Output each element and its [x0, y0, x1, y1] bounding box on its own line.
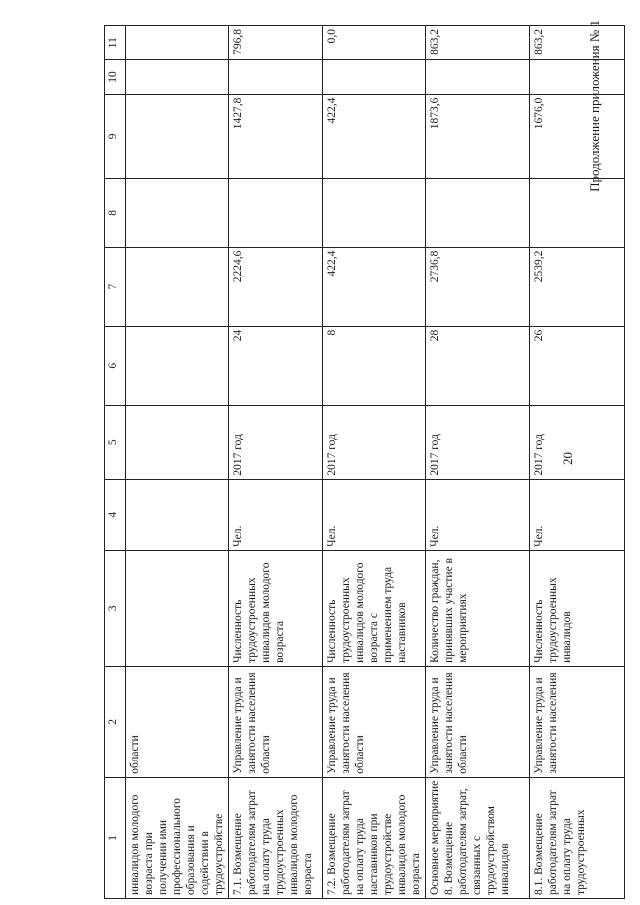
period-cell	[126, 405, 229, 479]
quantity-cell: 24	[229, 326, 323, 405]
table-row	[530, 26, 625, 899]
value-cell: 0,0	[323, 26, 426, 60]
value-cell	[530, 179, 625, 248]
executor-cell: Управление труда и занятости населения	[530, 666, 625, 777]
executor-cell: Управление труда и занятости населения области	[323, 666, 426, 777]
column-header: 10	[105, 60, 126, 94]
quantity-cell: 8	[323, 326, 426, 405]
appendix-label: Продолжение приложения № 1	[587, 20, 602, 192]
unit-cell: Чел.	[323, 479, 426, 550]
total-cell: 2736,8	[426, 247, 530, 326]
period-cell: 2017 год	[426, 405, 530, 479]
unit-cell: Чел.	[530, 479, 625, 550]
header-row	[105, 26, 126, 899]
event-name-cell: 7.2. Возмещение работодателям затрат на оплату труда наставников при трудоустройстве инвалидов молодого возраста	[323, 777, 426, 898]
event-name-cell: 7.1. Возмещение работодателям затрат на оплату труда трудоустроенных инвалидов молодого возраста	[229, 777, 323, 898]
value-cell: 863,2	[530, 26, 625, 60]
value-cell	[126, 94, 229, 178]
column-header: 2	[105, 666, 126, 777]
table-row	[229, 26, 323, 899]
column-header: 11	[105, 26, 126, 60]
total-cell: 2224,6	[229, 247, 323, 326]
page-number: 20	[560, 452, 575, 465]
executor-cell: Управление труда и занятости населения области	[229, 666, 323, 777]
unit-cell: Чел.	[229, 479, 323, 550]
period-cell: 2017 год	[229, 405, 323, 479]
table-row	[323, 26, 426, 899]
quantity-cell	[126, 326, 229, 405]
program-table	[104, 25, 625, 899]
unit-cell	[126, 479, 229, 550]
value-cell: 1873,6	[426, 94, 530, 178]
column-header: 1	[105, 777, 126, 898]
column-header: 8	[105, 179, 126, 248]
indicator-cell: Численность трудоустроенных инвалидов	[530, 550, 625, 666]
indicator-cell	[126, 550, 229, 666]
value-cell: 1427,8	[229, 94, 323, 178]
unit-cell: Чел.	[426, 479, 530, 550]
period-cell: 2017 год	[323, 405, 426, 479]
value-cell: 796,8	[229, 26, 323, 60]
event-name-cell: 8.1. Возмещение работодателям затрат на оплату труда трудоустроенных	[530, 777, 625, 898]
column-header: 3	[105, 550, 126, 666]
executor-cell: области	[126, 666, 229, 777]
value-cell	[426, 60, 530, 94]
value-cell	[126, 60, 229, 94]
value-cell	[126, 179, 229, 248]
event-name-cell: Основное мероприятие 8. Возмещение работодателям затрат, связанных с трудоустройством инвалидов	[426, 777, 530, 898]
value-cell	[229, 60, 323, 94]
column-header: 6	[105, 326, 126, 405]
value-cell	[426, 179, 530, 248]
value-cell	[323, 179, 426, 248]
value-cell	[530, 60, 625, 94]
column-header: 7	[105, 247, 126, 326]
value-cell: 1676,0	[530, 94, 625, 178]
value-cell: 863,2	[426, 26, 530, 60]
total-cell: 422,4	[323, 247, 426, 326]
table-row	[126, 26, 229, 899]
value-cell	[229, 179, 323, 248]
column-header: 5	[105, 405, 126, 479]
executor-cell: Управление труда и занятости населения области	[426, 666, 530, 777]
total-cell: 2539,2	[530, 247, 625, 326]
indicator-cell: Численность трудоустроенных инвалидов молодого возраста	[229, 550, 323, 666]
indicator-cell: Численность трудоустроенных инвалидов молодого возраста с применением труда наставников	[323, 550, 426, 666]
quantity-cell: 26	[530, 326, 625, 405]
indicator-cell: Количество граждан, принявших участие в мероприятиях	[426, 550, 530, 666]
value-cell: 422,4	[323, 94, 426, 178]
quantity-cell: 28	[426, 326, 530, 405]
column-header: 9	[105, 94, 126, 178]
period-cell: 2017 год	[530, 405, 625, 479]
table-row	[426, 26, 530, 899]
total-cell	[126, 247, 229, 326]
column-header: 4	[105, 479, 126, 550]
event-name-cell: инвалидов молодого возраста при получении ими профессионального образования и содействии в трудоустройстве	[126, 777, 229, 898]
value-cell	[323, 60, 426, 94]
value-cell	[126, 26, 229, 60]
